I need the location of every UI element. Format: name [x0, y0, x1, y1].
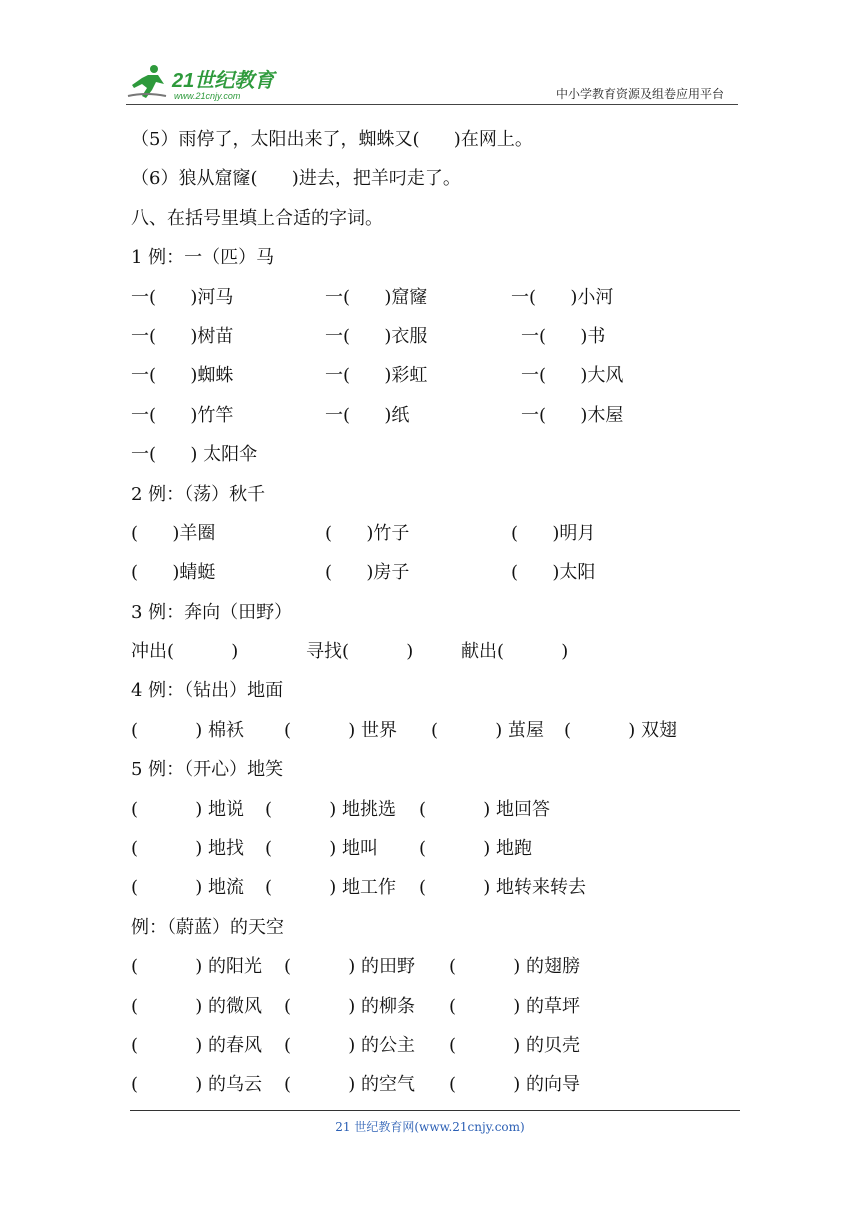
fill-blank-item: ( ) 地转来转去	[419, 877, 586, 899]
fill-blank-item: 一( )书	[521, 325, 606, 347]
text-line: （5）雨停了，太阳出来了，蜘蛛又( )在网上。	[131, 129, 533, 150]
text-line: 1 例：一（匹）马	[131, 247, 275, 269]
worksheet-line	[131, 868, 741, 907]
fill-blank-item: 献出( )	[461, 641, 569, 663]
worksheet-line	[131, 750, 741, 789]
page-header	[126, 58, 738, 104]
header-platform-text: 中小学教育资源及组卷应用平台	[555, 87, 724, 101]
text-line: 3 例：奔向（田野）	[131, 601, 293, 623]
fill-blank-item: ( ) 的乌云	[131, 1074, 262, 1096]
fill-blank-item: ( ) 的向导	[449, 1074, 580, 1096]
worksheet-line	[131, 120, 741, 159]
fill-blank-item: ( ) 棉袄	[131, 719, 244, 741]
fill-blank-item: 一( )竹竿	[131, 404, 234, 426]
text-line: 4 例：（钻出）地面	[131, 680, 284, 702]
fill-blank-item: ( ) 地流	[131, 877, 244, 899]
worksheet-line	[131, 435, 741, 474]
worksheet-line	[131, 908, 741, 947]
fill-blank-item: ( ) 的田野	[284, 956, 415, 978]
logo	[126, 62, 296, 102]
fill-blank-item: ( ) 的春风	[131, 1034, 262, 1056]
fill-blank-item: ( ) 茧屋	[431, 719, 544, 741]
logo-text: 21世纪教育	[172, 70, 275, 92]
text-line: 八、在括号里填上合适的字词。	[131, 207, 383, 229]
fill-blank-item: ( ) 的柳条	[284, 995, 415, 1017]
worksheet-line	[131, 790, 741, 829]
worksheet-line	[131, 159, 741, 198]
fill-blank-item: ( ) 双翅	[564, 719, 677, 741]
fill-blank-item: ( ) 的微风	[131, 995, 262, 1017]
fill-blank-item: 一( )小河	[511, 286, 614, 308]
fill-blank-item: ( ) 世界	[284, 719, 397, 741]
fill-blank-item: 一( )大风	[521, 365, 624, 387]
header-divider	[126, 104, 738, 105]
fill-blank-item: ( )羊圈	[131, 522, 216, 544]
fill-blank-item: 一( )窟窿	[325, 286, 428, 308]
worksheet-line	[131, 671, 741, 710]
text-line: （6）狼从窟窿( )进去，把羊叼走了。	[131, 168, 461, 190]
fill-blank-item: 一( )蜘蛛	[131, 365, 234, 387]
worksheet-line	[131, 514, 741, 553]
fill-blank-item: ( )太阳	[511, 562, 596, 584]
fill-blank-item: ( ) 的公主	[284, 1034, 415, 1056]
worksheet-line	[131, 475, 741, 514]
fill-blank-item: ( )竹子	[325, 522, 410, 544]
worksheet-line	[131, 947, 741, 986]
worksheet-line	[131, 1065, 741, 1104]
text-line: 例：（蔚蓝）的天空	[131, 916, 284, 938]
fill-blank-item: ( ) 的草坪	[449, 995, 580, 1017]
worksheet-line	[131, 396, 741, 435]
fill-blank-item: 寻找( )	[306, 641, 414, 663]
fill-blank-item: ( ) 的阳光	[131, 956, 262, 978]
fill-blank-item: ( ) 的空气	[284, 1074, 415, 1096]
worksheet-line	[131, 632, 741, 671]
worksheet-line	[131, 1026, 741, 1065]
fill-blank-item: ( ) 地叫	[265, 838, 378, 860]
fill-blank-item: 一( )河马	[131, 286, 234, 308]
logo-url: www.21cnjy.com	[174, 91, 241, 101]
text-line: 5 例：（开心）地笑	[131, 759, 284, 781]
footer-divider	[130, 1110, 740, 1111]
worksheet-line	[131, 278, 741, 317]
worksheet-line	[131, 711, 741, 750]
worksheet-line	[131, 356, 741, 395]
fill-blank-item: ( ) 地说	[131, 798, 244, 820]
fill-blank-item: 一( )树苗	[131, 325, 234, 347]
worksheet-line	[131, 238, 741, 277]
fill-blank-item: ( ) 地挑选	[265, 798, 396, 820]
fill-blank-item: 一( )衣服	[325, 325, 428, 347]
fill-blank-item: ( ) 地工作	[265, 877, 396, 899]
fill-blank-item: ( ) 地跑	[419, 838, 532, 860]
worksheet-line	[131, 829, 741, 868]
worksheet-content	[131, 120, 741, 1105]
fill-blank-item: 冲出( )	[131, 641, 239, 663]
text-line: 2 例：（荡）秋千	[131, 483, 266, 505]
fill-blank-item: ( )明月	[511, 522, 596, 544]
fill-blank-item: 一( )纸	[325, 404, 410, 426]
text-line: 一( ) 太阳伞	[131, 444, 258, 466]
worksheet-line	[131, 199, 741, 238]
fill-blank-item: ( )房子	[325, 562, 410, 584]
worksheet-line	[131, 593, 741, 632]
fill-blank-item: 一( )彩虹	[325, 365, 428, 387]
footer-text: 21 世纪教育网(www.21cnjy.com)	[335, 1120, 525, 1134]
worksheet-line	[131, 553, 741, 592]
fill-blank-item: ( ) 地找	[131, 838, 244, 860]
worksheet-line	[131, 317, 741, 356]
fill-blank-item: ( ) 地回答	[419, 798, 550, 820]
worksheet-line	[131, 987, 741, 1026]
fill-blank-item: ( )蜻蜓	[131, 562, 216, 584]
fill-blank-item: 一( )木屋	[521, 404, 624, 426]
fill-blank-item: ( ) 的翅膀	[449, 956, 580, 978]
fill-blank-item: ( ) 的贝壳	[449, 1034, 580, 1056]
